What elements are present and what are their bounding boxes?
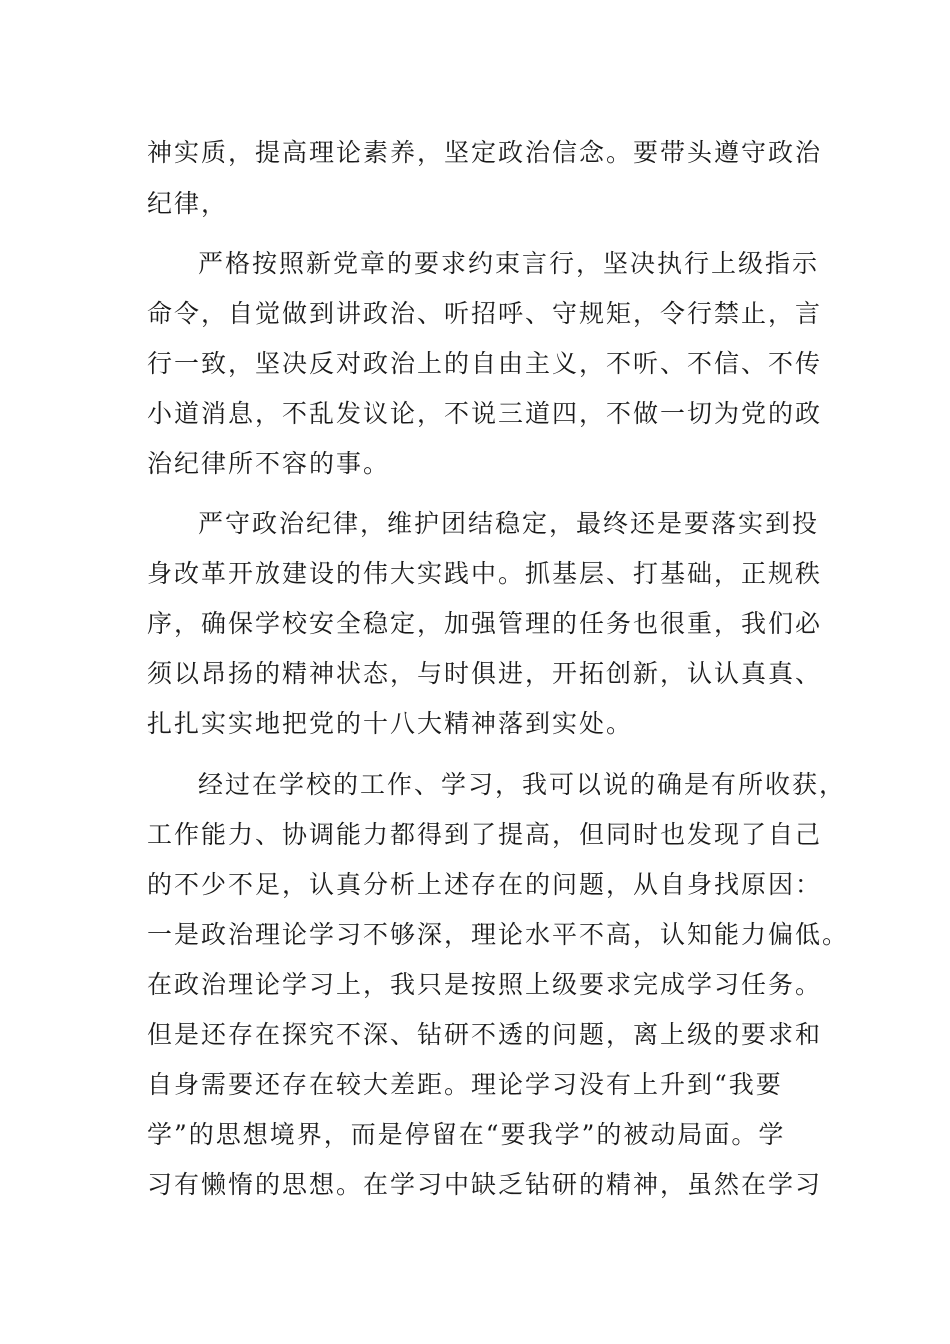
text-line: 一是政治理论学习不够深，理论水平不高，认知能力偏低。 — [147, 920, 850, 949]
text-line: 自身需要还存在较大差距。理论学习没有上升到“我要 — [147, 1070, 783, 1099]
text-line: 但是还存在探究不深、钻研不透的问题，离上级的要求和 — [147, 1020, 823, 1049]
text-line: 身改革开放建设的伟大实践中。抓基层、打基础，正规秩 — [147, 559, 823, 588]
text-line: 行一致，坚决反对政治上的自由主义，不听、不信、不传 — [147, 349, 823, 378]
text-line: 工作能力、协调能力都得到了提高，但同时也发现了自己 — [147, 820, 823, 849]
text-line: 小道消息，不乱发议论，不说三道四，不做一切为党的政 — [147, 399, 823, 428]
text-line: 严守政治纪律，维护团结稳定，最终还是要落实到投 — [198, 509, 820, 538]
text-line: 在政治理论学习上，我只是按照上级要求完成学习任务。 — [147, 970, 823, 999]
text-line: 神实质，提高理论素养，坚定政治信念。要带头遵守政治 — [147, 138, 823, 167]
text-line: 序，确保学校安全稳定，加强管理的任务也很重，我们必 — [147, 609, 823, 638]
text-line: 的不少不足，认真分析上述存在的问题，从自身找原因： — [147, 870, 823, 899]
text-line: 须以昂扬的精神状态，与时俱进，开拓创新，认认真真、 — [147, 659, 823, 688]
text-line: 治纪律所不容的事。 — [147, 449, 391, 478]
text-line: 经过在学校的工作、学习，我可以说的确是有所收获， — [198, 770, 847, 799]
text-line: 严格按照新党章的要求约束言行，坚决执行上级指示 — [198, 249, 820, 278]
text-line: 扎扎实实地把党的十八大精神落到实处。 — [147, 709, 634, 738]
text-line: 学”的思想境界，而是停留在“要我学”的被动局面。学 — [147, 1120, 786, 1149]
text-line: 命令，自觉做到讲政治、听招呼、守规矩，令行禁止，言 — [147, 299, 823, 328]
text-line: 纪律， — [147, 189, 229, 218]
text-line: 习有懒惰的思想。在学习中缺乏钻研的精神，虽然在学习 — [147, 1170, 823, 1199]
